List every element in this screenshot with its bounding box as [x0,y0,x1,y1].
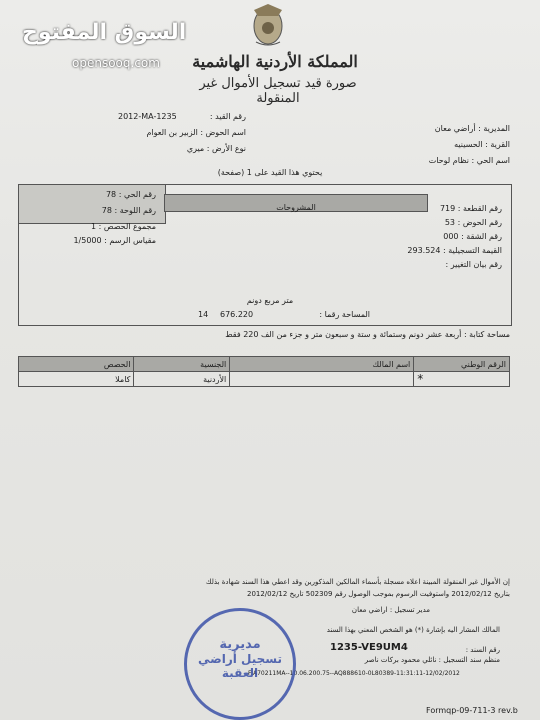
right-field-change: رقم بيان التغيير : [445,260,502,269]
code-line: F:A70211MA--10.06.200.75--AQ888610-0L80389-11:31:11-12/02/2012 [248,670,460,677]
right-field-basin: رقم الحوض : 53 [444,218,502,227]
header-title: المملكة الأردنية الهاشمية [192,52,358,71]
district: اسم الحي : نظام لوحات [428,156,510,165]
official-stamp: مديرية تسجيل أراضي العقبة [184,608,296,720]
left-field-district: رقم الحي : 78 [105,190,156,199]
director-line: مدير تسجيل : اراضي معان [351,606,430,614]
area-value-dunum: 14 [198,310,209,319]
village: القرية : الحسينيه [454,140,510,149]
basin-name: اسم الحوض : الزبير بن العوام [146,128,246,137]
registrar-line: منظم سند التسجيل : نائلي محمود بركات ناصر [364,656,500,664]
right-field-plot: رقم القطعة : 719 [439,204,502,213]
area-written: مساحة كتابة : أربعة عشر دونم وستمائة و ستة و سبعون متر و جزء من الف 220 فقط [225,330,510,339]
left-field-shares: مجموع الحصص : 1 [91,222,156,231]
record-number-label: رقم القيد : [209,112,246,121]
certification-text-1: إن الأموال غير المنقولة المبينة اعلاه مسجلة بأسماء المالكين المذكورين وقد اعطي هذا السند شهادة بذلك [205,578,510,586]
header-shares: الحصص [19,357,134,372]
cell-shares: كاملا [19,372,134,387]
directorate: المديرية : أراضي معان [434,124,510,133]
left-field-board: رقم اللوحة : 78 [101,206,156,215]
cell-owner-name [230,372,414,387]
owner-table-header [19,357,510,372]
projects-header: المشروحات [164,194,428,212]
header-nat-id: الرقم الوطني [414,357,510,372]
coat-of-arms-emblem [246,2,290,46]
owner-table [18,356,510,387]
cell-nat-id: * [414,372,510,387]
right-field-apartment: رقم الشقة : 000 [443,232,502,241]
header-nationality: الجنسية [134,357,230,372]
header-owner-name: اسم المالك [230,357,414,372]
bond-value: 1235-VE9UM4 [330,642,408,653]
area-value-meters: 676.220 [220,310,254,319]
owner-note: المالك المشار اليه بإشارة (*) هو الشخص المعني بهذا السند [326,626,500,634]
form-number: Formqp-09-711-3 rev.b [426,706,518,715]
land-type: نوع الأرض : ميري [186,144,246,153]
record-number: 2012-MA-1235 [118,112,177,121]
certification-text-2: بتاريخ 2012/02/12 واستوفيت الرسوم بموجب الوصول رقم 502309 تاريخ 2012/02/12 [246,590,510,598]
owner-row [19,372,510,387]
header-subtitle: صورة قيد تسجيل الأموال غير المنقولة [199,76,357,106]
area-label: المساحة رقما : [319,310,370,319]
cell-nationality: الأردنية [134,372,230,387]
bond-label: رقم السند : [465,646,500,654]
right-field-value: القيمة التسجيلية : 293.524 [407,246,502,255]
pages-line: يحتوي هذا القيد على 1 (صفحة) [217,168,323,177]
watermark-brand: السوق المفتوح [22,20,187,45]
area-units: متر مربع دونم [246,296,294,305]
left-field-scale: مقياس الرسم : 1/5000 [73,236,156,245]
watermark-site: opensooq.com [72,56,160,70]
